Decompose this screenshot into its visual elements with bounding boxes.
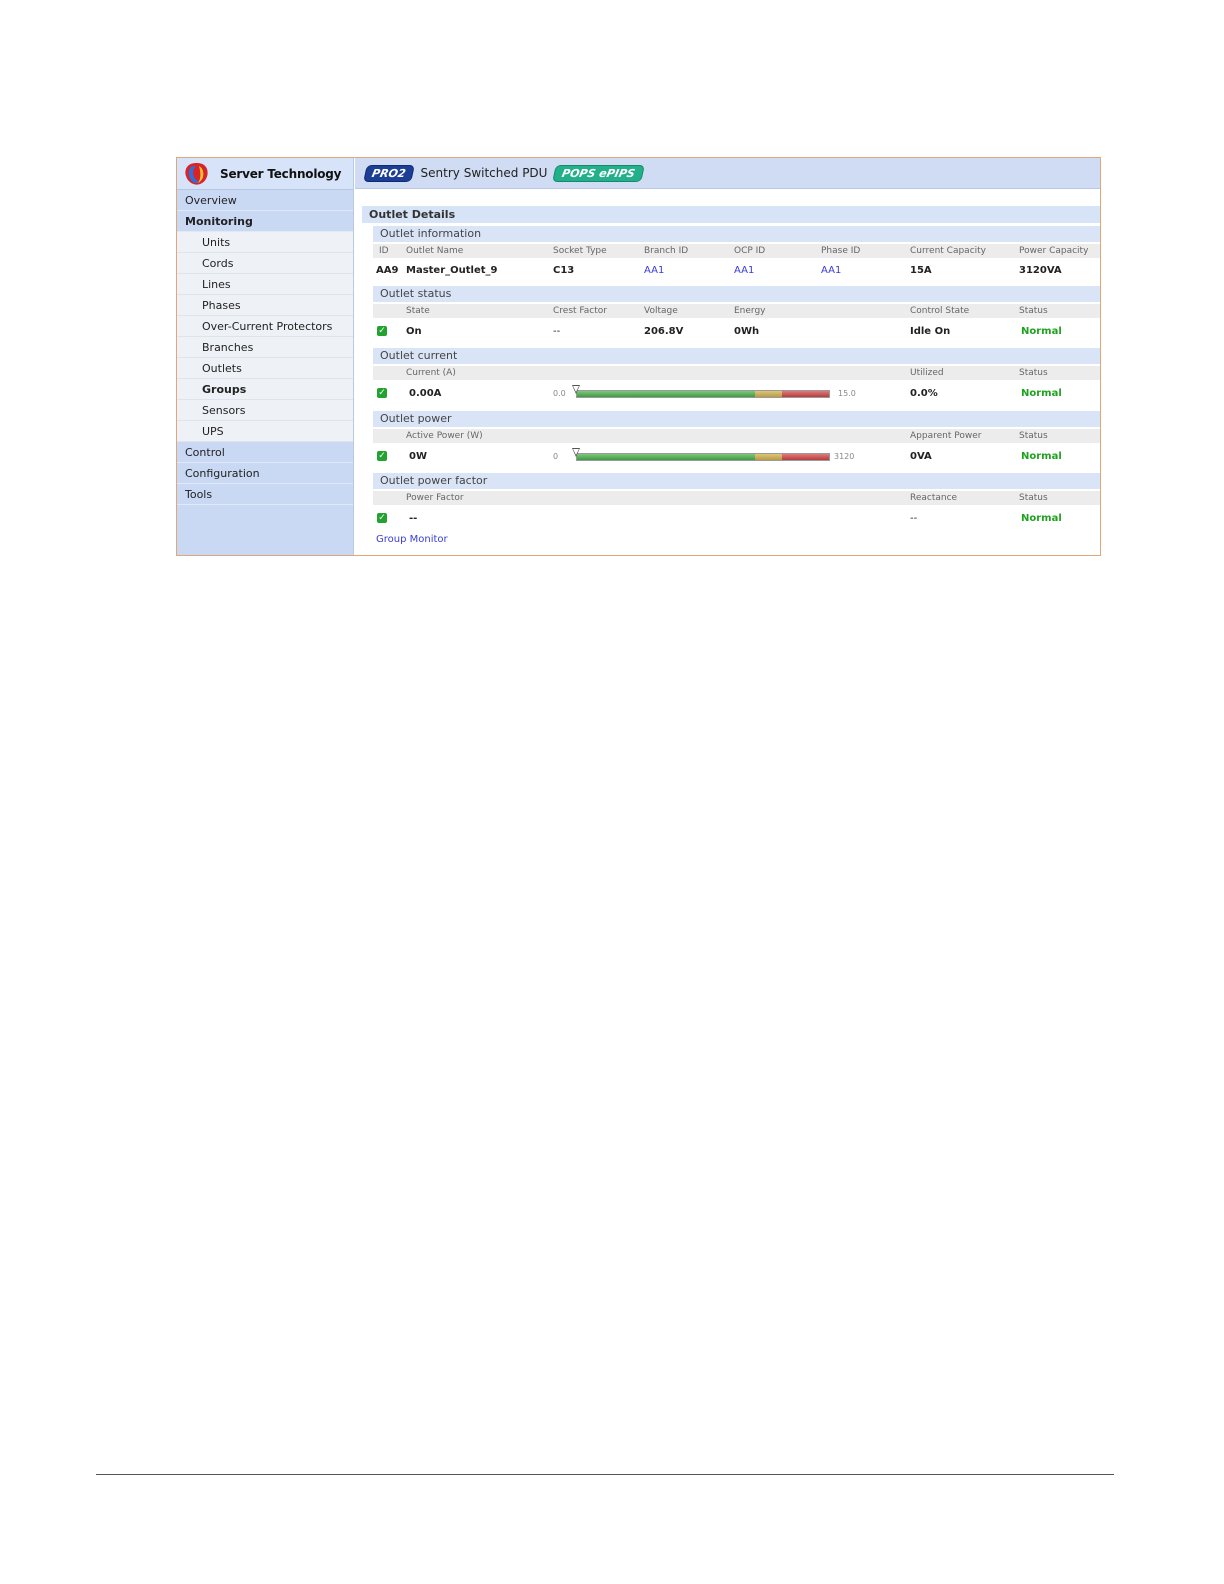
col-current-status: Status <box>1019 368 1048 378</box>
power-factor-checkbox-icon[interactable]: ✓ <box>378 513 386 523</box>
col-current-capacity: Current Capacity <box>910 246 986 256</box>
group-monitor-link[interactable]: Group Monitor <box>376 534 448 545</box>
sidebar-item-cords[interactable]: Cords <box>177 253 353 274</box>
sidebar-item-lines[interactable]: Lines <box>177 274 353 295</box>
col-crest-factor: Crest Factor <box>553 306 607 316</box>
current-gauge-max: 15.0 <box>838 389 856 398</box>
col-state: State <box>406 306 430 316</box>
power-checkbox-icon[interactable]: ✓ <box>378 451 386 461</box>
current-value: 0.00A <box>409 388 442 399</box>
outlet-power-header <box>373 429 1100 443</box>
section-outlet-information: Outlet information <box>373 226 1100 242</box>
outlet-status-header <box>373 304 1100 318</box>
outlet-power-factor-row <box>373 508 1100 530</box>
power-gauge-pointer-icon <box>572 448 580 457</box>
gauge-normal-zone <box>577 454 755 460</box>
current-status-normal: Normal <box>1021 388 1062 399</box>
col-power-capacity: Power Capacity <box>1019 246 1089 256</box>
col-id: ID <box>379 246 389 256</box>
col-current: Current (A) <box>406 368 456 378</box>
voltage: 206.8V <box>644 326 684 337</box>
sidebar-item-control[interactable]: Control <box>177 442 353 463</box>
sidebar-item-outlets[interactable]: Outlets <box>177 358 353 379</box>
reactance-value: -- <box>910 513 918 524</box>
pdu-web-ui <box>176 157 1101 556</box>
crest-factor: -- <box>553 326 561 337</box>
col-control-state: Control State <box>910 306 970 316</box>
current-capacity: 15A <box>910 265 932 276</box>
gauge-warning-zone <box>755 454 782 460</box>
branch-id-link[interactable]: AA1 <box>644 265 665 276</box>
status-checkbox-icon[interactable]: ✓ <box>378 326 386 336</box>
current-checkbox-icon[interactable]: ✓ <box>378 388 386 398</box>
outlet-status-row <box>373 321 1100 343</box>
power-gauge-bar <box>576 453 830 461</box>
outlet-current-row <box>373 383 1100 405</box>
sidebar-item-overview[interactable]: Overview <box>177 190 353 211</box>
factor-status-normal: Normal <box>1021 513 1062 524</box>
col-voltage: Voltage <box>644 306 678 316</box>
sidebar-item-over-current-protectors[interactable]: Over-Current Protectors <box>177 316 353 337</box>
status-normal: Normal <box>1021 326 1062 337</box>
section-outlet-power-factor: Outlet power factor <box>373 473 1100 489</box>
brand-name: Server Technology <box>220 166 342 181</box>
active-power-value: 0W <box>409 451 427 462</box>
section-outlet-status: Outlet status <box>373 286 1100 302</box>
col-socket-type: Socket Type <box>553 246 607 256</box>
page-footer-rule <box>96 1474 1114 1475</box>
ocp-id-link[interactable]: AA1 <box>734 265 755 276</box>
energy: 0Wh <box>734 326 760 337</box>
power-factor-value: -- <box>409 513 418 524</box>
outlet-information-header <box>373 244 1100 258</box>
col-branch-id: Branch ID <box>644 246 689 256</box>
col-power-factor: Power Factor <box>406 493 464 503</box>
outlet-power-row <box>373 446 1100 468</box>
sidebar-item-ups[interactable]: UPS <box>177 421 353 442</box>
col-status: Status <box>1019 306 1048 316</box>
gauge-critical-zone <box>782 454 829 460</box>
col-factor-status: Status <box>1019 493 1048 503</box>
control-state: Idle On <box>910 326 951 337</box>
socket-type: C13 <box>553 265 575 276</box>
section-outlet-power: Outlet power <box>373 411 1100 427</box>
gauge-warning-zone <box>755 391 782 397</box>
power-gauge-min: 0 <box>553 452 559 461</box>
sidebar-item-branches[interactable]: Branches <box>177 337 353 358</box>
main-content <box>355 158 1100 555</box>
sidebar-item-groups[interactable]: Groups <box>177 379 353 400</box>
apparent-power-value: 0VA <box>910 451 932 462</box>
phase-id-link[interactable]: AA1 <box>821 265 842 276</box>
sidebar-nav <box>177 190 353 505</box>
sidebar-item-configuration[interactable]: Configuration <box>177 463 353 484</box>
power-capacity: 3120VA <box>1019 265 1062 276</box>
brand-header <box>177 158 353 190</box>
outlet-current-header <box>373 366 1100 380</box>
sidebar-item-sensors[interactable]: Sensors <box>177 400 353 421</box>
col-apparent-power: Apparent Power <box>910 431 982 441</box>
outlet-power-factor-header <box>373 491 1100 505</box>
outlet-state: On <box>406 326 422 337</box>
sidebar <box>177 158 354 555</box>
gauge-normal-zone <box>577 391 755 397</box>
power-status-normal: Normal <box>1021 451 1062 462</box>
pops-epips-badge: POPS ePIPS <box>553 165 645 182</box>
section-outlet-current: Outlet current <box>373 348 1100 364</box>
current-gauge-pointer-icon <box>572 385 580 394</box>
pro2-badge: PRO2 <box>363 165 414 182</box>
product-header <box>355 158 1100 189</box>
col-phase-id: Phase ID <box>821 246 861 256</box>
col-outlet-name: Outlet Name <box>406 246 464 256</box>
outlet-details-title: Outlet Details <box>362 206 1100 223</box>
outlet-information-row <box>373 260 1100 282</box>
col-reactance: Reactance <box>910 493 958 503</box>
utilized-value: 0.0% <box>910 388 938 399</box>
current-gauge-bar <box>576 390 830 398</box>
sidebar-item-tools[interactable]: Tools <box>177 484 353 505</box>
gauge-critical-zone <box>782 391 829 397</box>
current-gauge-min: 0.0 <box>553 389 566 398</box>
col-power-status: Status <box>1019 431 1048 441</box>
col-energy: Energy <box>734 306 766 316</box>
sidebar-item-monitoring[interactable]: Monitoring <box>177 211 353 232</box>
sidebar-item-units[interactable]: Units <box>177 232 353 253</box>
col-ocp-id: OCP ID <box>734 246 766 256</box>
col-utilized: Utilized <box>910 368 944 378</box>
product-title: Sentry Switched PDU <box>420 166 548 180</box>
outlet-name: Master_Outlet_9 <box>406 265 498 276</box>
outlet-id: AA9 <box>376 265 399 276</box>
server-technology-logo-icon <box>182 161 210 187</box>
col-active-power: Active Power (W) <box>406 431 483 441</box>
power-gauge-max: 3120 <box>834 452 855 461</box>
sidebar-item-phases[interactable]: Phases <box>177 295 353 316</box>
